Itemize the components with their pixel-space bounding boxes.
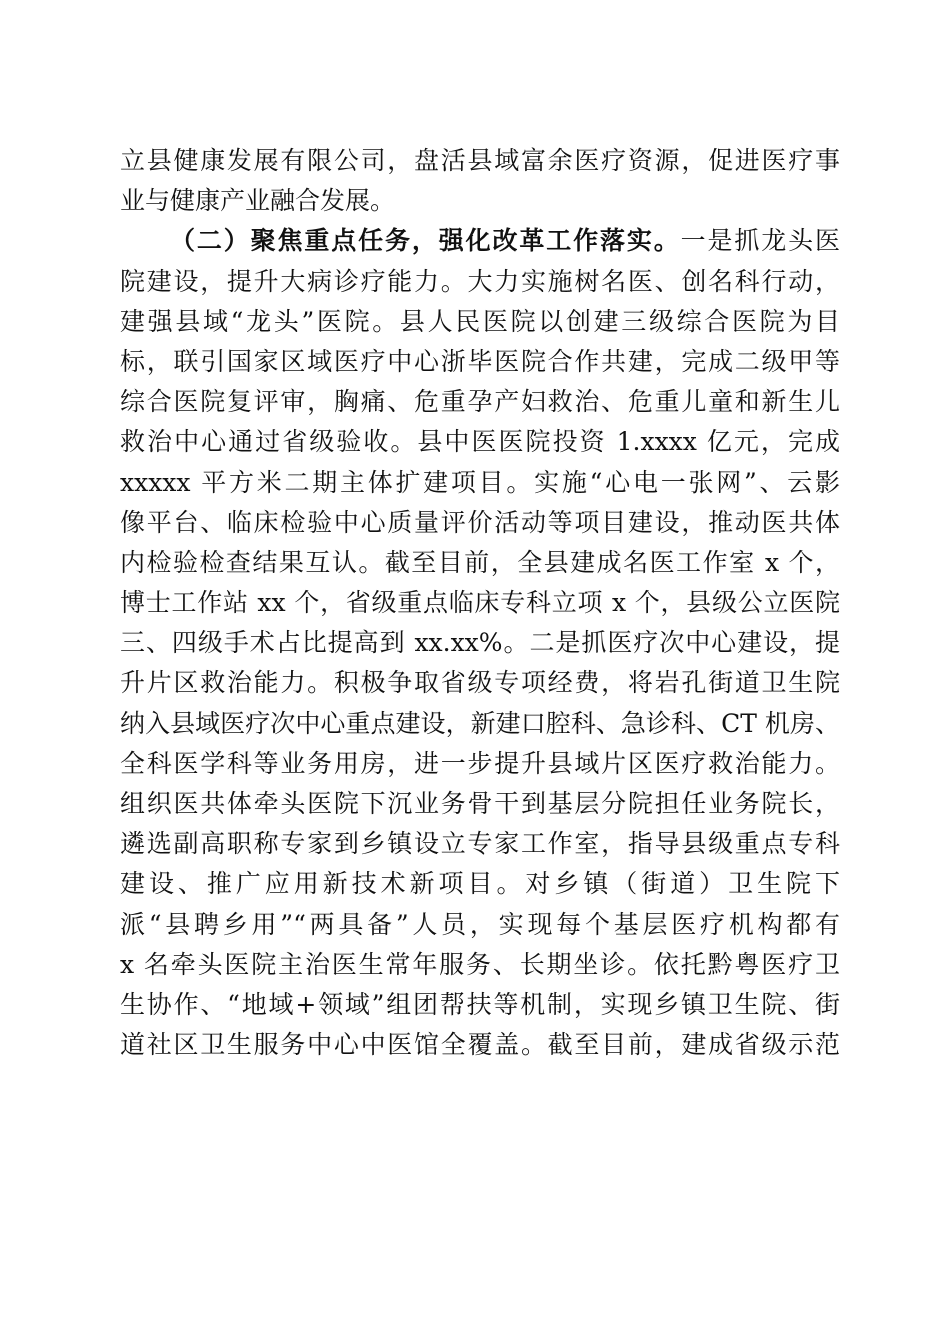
- text-line: x 名牵头医院主治医生常年服务、长期坐诊。依托黔粤医疗卫: [120, 949, 840, 979]
- text-line: 立县健康发展有限公司，盘活县域富余医疗资源，促进医疗事: [120, 146, 840, 175]
- paragraph-2-first-line: [120, 221, 840, 261]
- text-line: 建设、推广应用新技术新项目。对乡镇（街道）卫生院下: [120, 869, 840, 899]
- text-line: 道社区卫生服务中心中医馆全覆盖。截至目前，建成省级示范: [120, 1030, 840, 1060]
- text-line: 派“县聘乡用”“两具备”人员，实现每个基层医疗机构都有: [120, 909, 840, 939]
- text-line: 综合医院复评审，胸痛、危重孕产妇救治、危重儿童和新生儿: [120, 387, 840, 417]
- text-line: 生协作、“地域+领域”组团帮扶等机制，实现乡镇卫生院、街: [120, 989, 840, 1019]
- text-line: 内检验检查结果互认。截至目前，全县建成名医工作室 x 个，: [120, 547, 840, 577]
- text-line: 三、四级手术占比提高到 xx.xx%。二是抓医疗次中心建设，提: [120, 628, 840, 658]
- text-line: 组织医共体牵头医院下沉业务骨干到基层分院担任业务院长，: [120, 789, 840, 818]
- text-line: xxxxx 平方米二期主体扩建项目。实施“心电一张网”、云影: [120, 467, 840, 497]
- text-line: 救治中心通过省级验收。县中医医院投资 1.xxxx 亿元，完成: [120, 427, 840, 457]
- text-run: 一是抓龙头医: [680, 226, 840, 256]
- text-line: 院建设，提升大病诊疗能力。大力实施树名医、创名科行动，: [120, 266, 840, 296]
- text-line: 遴选副高职称专家到乡镇设立专家工作室，指导县级重点专科: [120, 829, 840, 859]
- body-text: [120, 141, 840, 1065]
- text-line: 像平台、临床检验中心质量评价活动等项目建设，推动医共体: [120, 507, 840, 537]
- text-line: 纳入县域医疗次中心重点建设，新建口腔科、急诊科、CT 机房、: [120, 708, 840, 738]
- text-line: 全科医学科等业务用房，进一步提升县域片区医疗救治能力。: [120, 748, 840, 778]
- text-line: 建强县域“龙头”医院。县人民医院以创建三级综合医院为目: [120, 306, 840, 336]
- text-line: 业与健康产业融合发展。: [120, 186, 396, 216]
- text-line: 标，联引国家区域医疗中心浙毕医院合作共建，完成二级甲等: [120, 346, 840, 376]
- text-line: 博士工作站 xx 个，省级重点临床专科立项 x 个，县级公立医院: [120, 588, 840, 618]
- text-line: 升片区救治能力。积极争取省级专项经费，将岩孔街道卫生院: [120, 668, 840, 698]
- section-heading: （二）聚焦重点任务，强化改革工作落实。: [170, 226, 681, 256]
